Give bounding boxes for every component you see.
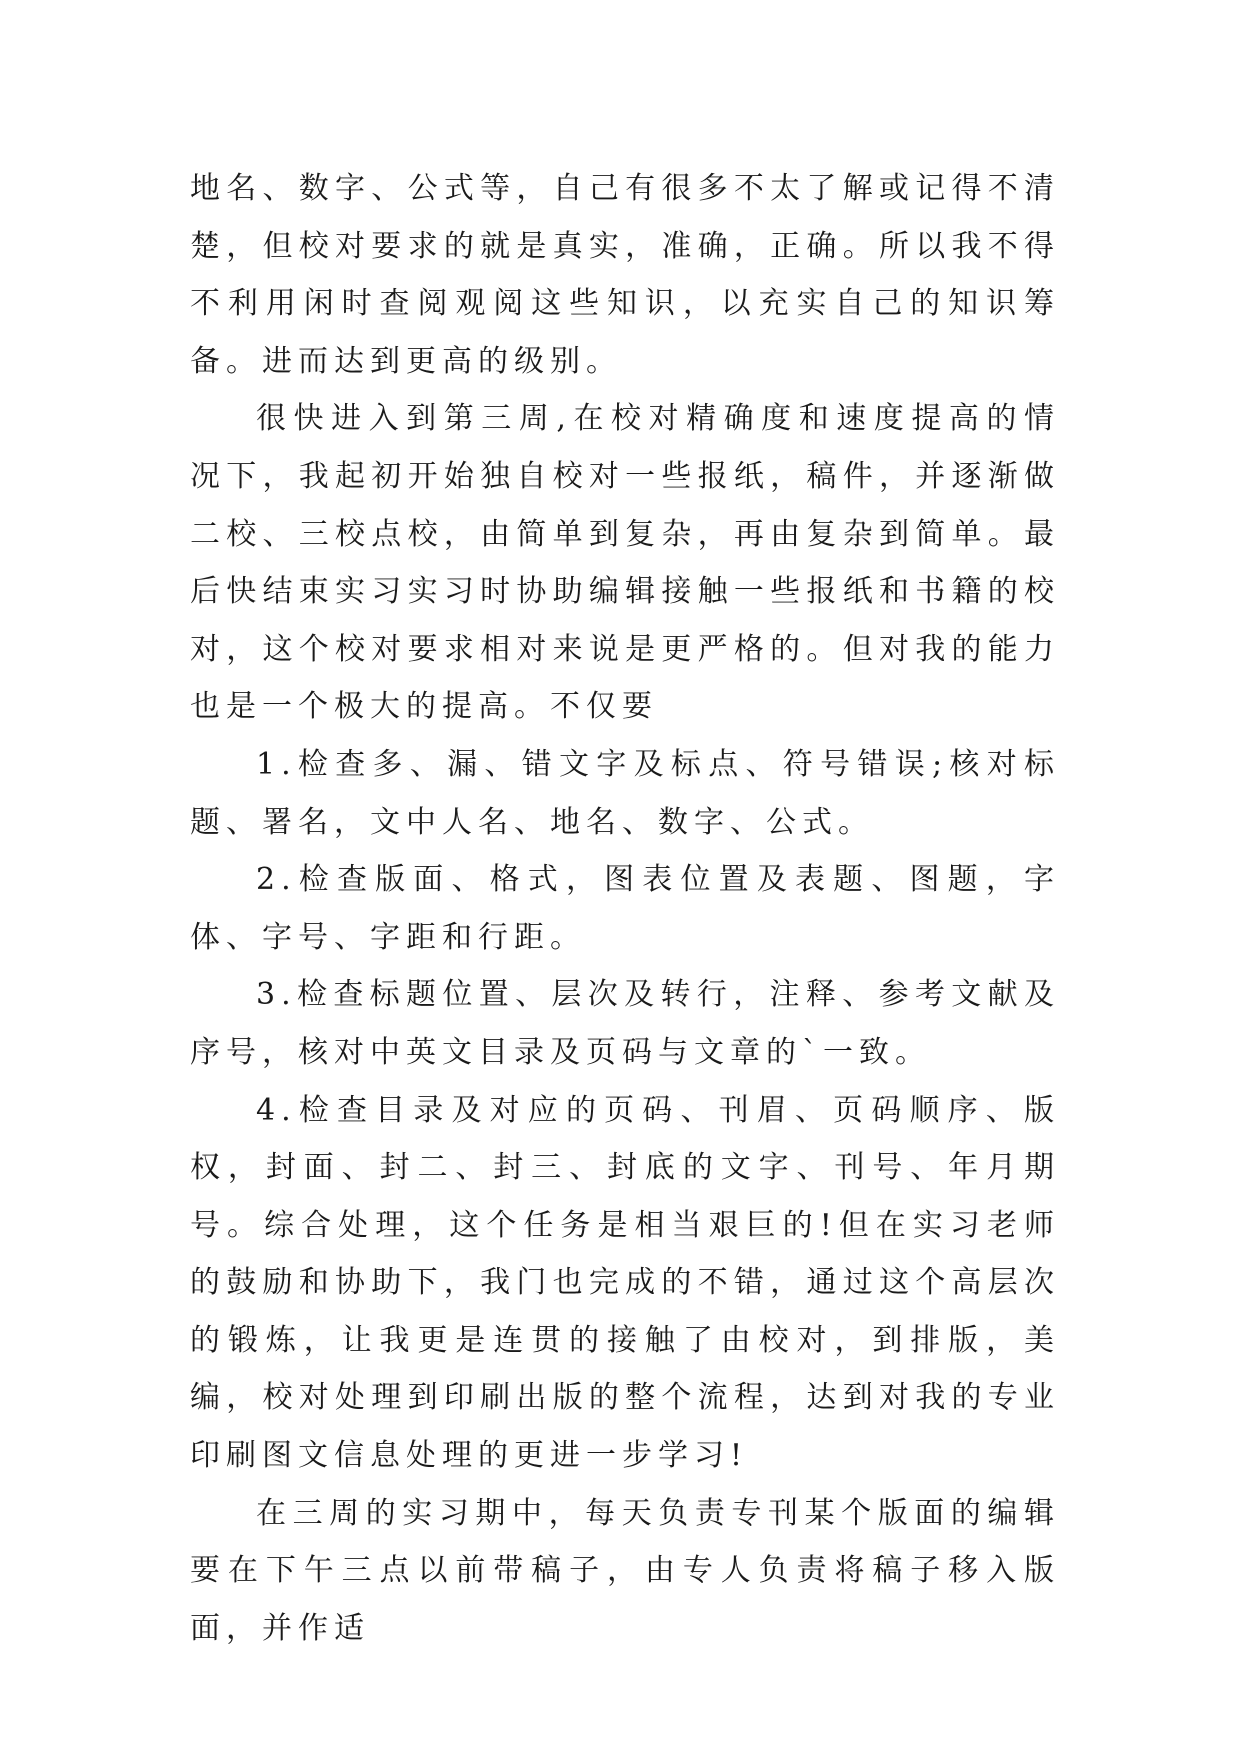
list-item-4: 4.检查目录及对应的页码、刊眉、页码顺序、版权，封面、封二、封三、封底的文字、刊号、年月期号。综合处理，这个任务是相当艰巨的!但在实习老师的鼓励和协助下，我门也完成的不错，通过这个高层次的锻炼，让我更是连贯的接触了由校对，到排版，美编，校对处理到印刷出版的整个流程，达到对我的专业印刷图文信息处理的更进一步学习!	[190, 1092, 1060, 1474]
paragraph-third-week: 很快进入到第三周,在校对精确度和速度提高的情况下，我起初开始独自校对一些报纸，稿件，并逐渐做二校、三校点校，由简单到复杂，再由复杂到简单。最后快结束实习实习时协助编辑接触一些报纸和书籍的校对，这个校对要求相对来说是更严格的。但对我的能力也是一个极大的提高。不仅要	[190, 401, 1060, 725]
paragraph-continuation: 地名、数字、公式等，自己有很多不太了解或记得不清楚，但校对要求的就是真实，准确，正确。所以我不得不利用闲时查阅观阅这些知识，以充实自己的知识筹备。进而达到更高的级别。	[190, 171, 1060, 379]
list-item-3: 3.检查标题位置、层次及转行，注释、参考文献及序号，核对中英文目录及页码与文章的`一致。	[190, 977, 1060, 1070]
paragraph-internship-period: 在三周的实习期中，每天负责专刊某个版面的编辑要在下午三点以前带稿子，由专人负责将稿子移入版面，并作适	[190, 1495, 1060, 1646]
list-item-1: 1.检查多、漏、错文字及标点、符号错误;核对标题、署名，文中人名、地名、数字、公式。	[190, 746, 1060, 840]
document-body	[190, 160, 1060, 1657]
list-item-2: 2.检查版面、格式，图表位置及表题、图题，字体、字号、字距和行距。	[190, 862, 1060, 955]
